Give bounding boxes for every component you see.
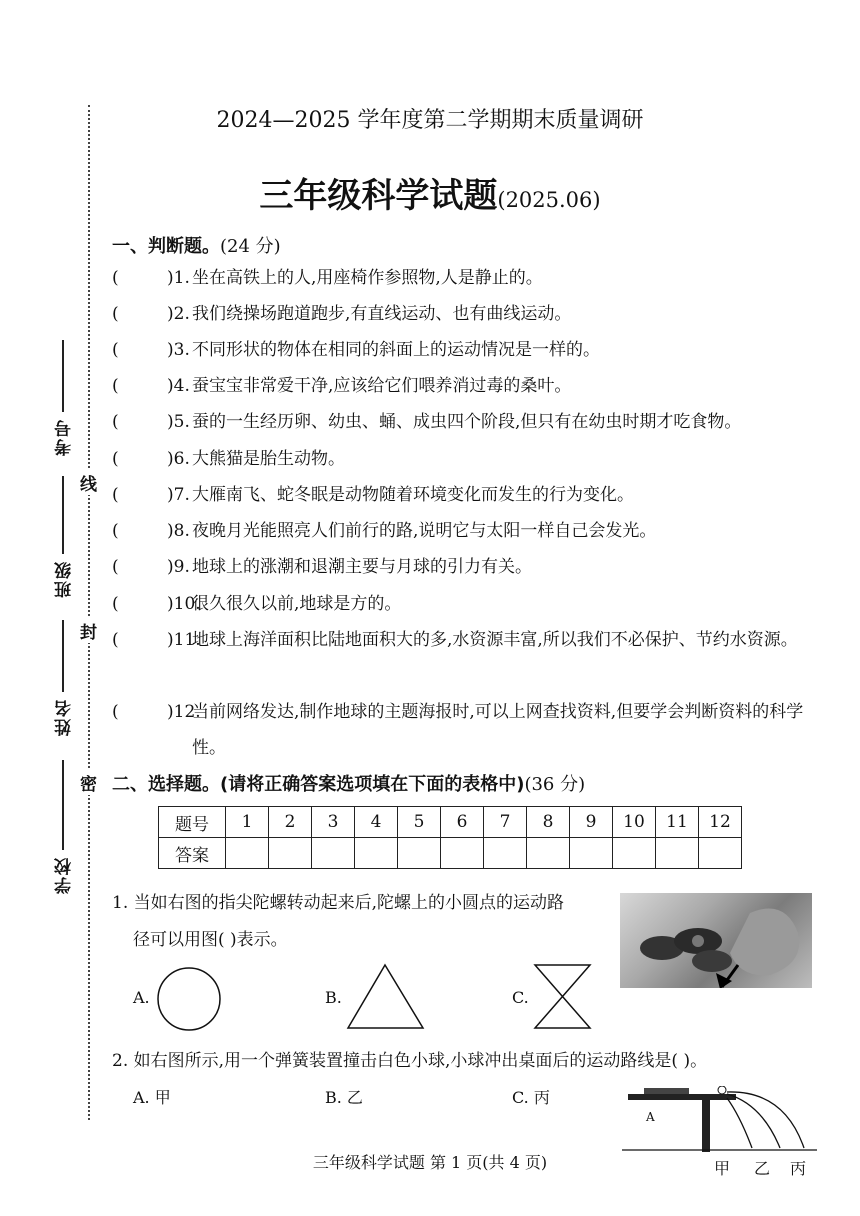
figure-label-jia: 甲 bbox=[714, 1159, 731, 1178]
figure-label-yi: 乙 bbox=[754, 1159, 771, 1178]
answer-cell[interactable] bbox=[613, 838, 656, 869]
answer-cell[interactable] bbox=[226, 838, 269, 869]
figure-label-bing: 丙 bbox=[790, 1159, 807, 1178]
question-number: 3 bbox=[312, 807, 355, 838]
answer-paren[interactable]: ( bbox=[112, 630, 119, 650]
question-number: 1 bbox=[226, 807, 269, 838]
question-number: 10 bbox=[613, 807, 656, 838]
answer-table bbox=[158, 806, 742, 869]
figure-label-a: A bbox=[646, 1110, 655, 1124]
answer-paren[interactable]: ( bbox=[112, 594, 119, 614]
answer-paren[interactable]: ( bbox=[112, 449, 119, 469]
class-label: 班级 bbox=[55, 560, 75, 598]
answer-cell[interactable] bbox=[398, 838, 441, 869]
answer-paren[interactable]: ( bbox=[112, 412, 119, 432]
class-blank[interactable] bbox=[62, 476, 64, 554]
exam-title-main: 三年级科学试题 bbox=[259, 176, 498, 216]
answer-cell[interactable] bbox=[355, 838, 398, 869]
answer-cell[interactable] bbox=[527, 838, 570, 869]
question-number: 8 bbox=[527, 807, 570, 838]
answer-paren[interactable]: ( bbox=[112, 702, 119, 722]
binding-mark-xian: 线 bbox=[80, 470, 97, 495]
mc-question-1-line2: 径可以用图( )表示。 bbox=[133, 930, 288, 950]
answer-table-answer-row bbox=[159, 838, 742, 869]
question-number: 11 bbox=[656, 807, 699, 838]
answer-paren[interactable]: ( bbox=[112, 340, 119, 360]
q2-option-c[interactable]: C. 丙 bbox=[512, 1088, 550, 1107]
triangle-shape-option-b[interactable] bbox=[345, 962, 427, 1032]
exam-date: (2025.06) bbox=[497, 188, 601, 212]
circle-shape-option-a[interactable] bbox=[155, 966, 225, 1034]
answer-cell[interactable] bbox=[484, 838, 527, 869]
answer-paren[interactable]: ( bbox=[112, 376, 119, 396]
question-number: 5 bbox=[398, 807, 441, 838]
answer-cell[interactable] bbox=[441, 838, 484, 869]
answer-cell[interactable] bbox=[269, 838, 312, 869]
question-number: 2 bbox=[269, 807, 312, 838]
fidget-spinner-photo bbox=[620, 893, 812, 988]
question-number: 7 bbox=[484, 807, 527, 838]
section2-heading: 二、选择题。(请将正确答案选项填在下面的表格中)(36 分) bbox=[112, 774, 586, 795]
exam-number-label: 考号 bbox=[55, 418, 75, 456]
q1-option-c-label: C. bbox=[512, 988, 529, 1007]
name-label: 姓名 bbox=[55, 698, 75, 736]
mc-question-2-line1: 2. 如右图所示,用一个弹簧装置撞击白色小球,小球冲出桌面后的运动路线是( )。 bbox=[112, 1051, 708, 1071]
exam-title bbox=[0, 168, 860, 217]
q1-option-a-label: A. bbox=[133, 988, 150, 1007]
question-number: 6 bbox=[441, 807, 484, 838]
binding-mark-mi: 密 bbox=[80, 770, 97, 795]
hourglass-shape-option-c[interactable] bbox=[532, 962, 594, 1032]
school-label: 学校 bbox=[55, 856, 75, 894]
answer-paren[interactable]: ( bbox=[112, 268, 119, 288]
page-footer: 三年级科学试题 第 1 页(共 4 页) bbox=[312, 1153, 548, 1172]
q2-option-a[interactable]: A. 甲 bbox=[133, 1088, 171, 1107]
exam-title-line1: 2024—2025 学年度第二学期期末质量调研 bbox=[216, 108, 644, 133]
question-number: 9 bbox=[570, 807, 613, 838]
answer-cell[interactable] bbox=[656, 838, 699, 869]
fidget-spinner-icon bbox=[620, 893, 812, 988]
mc-question-1-line1: 1. 当如右图的指尖陀螺转动起来后,陀螺上的小圆点的运动路 bbox=[112, 893, 565, 913]
q2-option-b[interactable]: B. 乙 bbox=[325, 1088, 363, 1107]
answer-cell[interactable] bbox=[312, 838, 355, 869]
section1-heading: 一、判断题。(24 分) bbox=[112, 236, 281, 257]
school-blank[interactable] bbox=[62, 760, 64, 850]
name-blank[interactable] bbox=[62, 620, 64, 692]
question-number: 12 bbox=[699, 807, 742, 838]
binding-dotted-line bbox=[88, 105, 90, 1120]
answer-paren[interactable]: ( bbox=[112, 485, 119, 505]
answer-table-number-row bbox=[159, 807, 742, 838]
q1-option-b-label: B. bbox=[325, 988, 342, 1007]
answer-table-row2-label: 答案 bbox=[159, 838, 226, 869]
answer-cell[interactable] bbox=[699, 838, 742, 869]
question-number: 4 bbox=[355, 807, 398, 838]
exam-number-blank[interactable] bbox=[62, 340, 64, 412]
answer-paren[interactable]: ( bbox=[112, 557, 119, 577]
answer-paren[interactable]: ( bbox=[112, 521, 119, 541]
binding-mark-feng: 封 bbox=[80, 618, 97, 643]
answer-cell[interactable] bbox=[570, 838, 613, 869]
answer-paren[interactable]: ( bbox=[112, 304, 119, 324]
answer-table-row1-label: 题号 bbox=[159, 807, 226, 838]
